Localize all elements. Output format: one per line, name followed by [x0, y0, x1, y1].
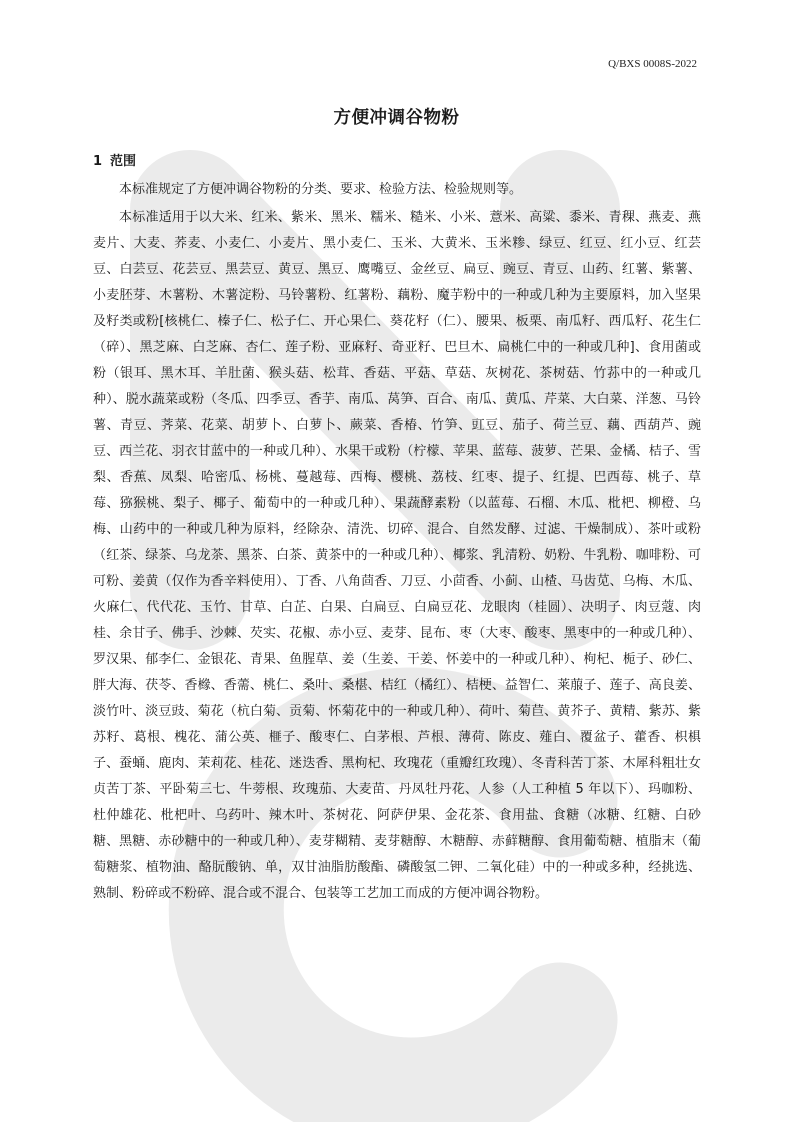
body-text: [93, 177, 701, 909]
section-number: 1: [93, 154, 103, 169]
standard-code: Q/BXS 0008S-2022: [608, 58, 697, 70]
paragraph-scope-summary: 本标准规定了方便冲调谷物粉的分类、要求、检验方法、检验规则等。: [119, 182, 523, 197]
paragraph-scope-applicability: 本标准适用于以大米、红米、紫米、黑米、糯米、糙米、小米、薏米、高粱、黍米、青稞、燕麦、燕麦片、大麦、荞麦、小麦仁、小麦片、黑小麦仁、玉米、大黄米、玉米糁、绿豆、红豆、红小豆、红芸豆、白芸豆、花芸豆、黑芸豆、黄豆、黑豆、鹰嘴豆、金丝豆、扁豆、豌豆、青豆、山药、红薯、紫薯、小麦胚芽、木薯粉、木薯淀粉、马铃薯粉、红薯粉、藕粉、魔芋粉中的一种或几种为主要原料，加入坚果及籽类或粉[核桃仁、榛子仁、松子仁、开心果仁、葵花籽（仁）、腰果、板栗、南瓜籽、西瓜籽、花生仁（碎）、黑芝麻、白芝麻、杏仁、莲子粉、亚麻籽、奇亚籽、巴旦木、扁桃仁中的一种或几种]、食用菌或粉（银耳、黑木耳、羊肚菌、猴头菇、松茸、香菇、平菇、草菇、灰树花、茶树菇、竹荪中的一种或几种）、脱水蔬菜或粉（冬瓜、四季豆、香芋、南瓜、莴笋、百合、南瓜、黄瓜、芹菜、大白菜、洋葱、马铃薯、青豆、荠菜、花菜、胡萝卜、白萝卜、蕨菜、香椿、竹笋、豇豆、茄子、荷兰豆、藕、西葫芦、豌豆、西兰花、羽衣甘蓝中的一种或几种）、水果干或粉（柠檬、苹果、蓝莓、菠萝、芒果、金橘、桔子、雪梨、香蕉、凤梨、哈密瓜、杨桃、蔓越莓、西梅、樱桃、荔枝、红枣、提子、红提、巴西莓、桃子、草莓、猕猴桃、梨子、椰子、葡萄中的一种或几种）、果蔬酵素粉（以蓝莓、石榴、木瓜、枇杷、柳橙、乌梅、山药中的一种或几种为原料，经除杂、清洗、切碎、混合、自然发酵、过滤、干燥制成）、茶叶或粉（红茶、绿茶、乌龙茶、黑茶、白茶、黄茶中的一种或几种）、椰浆、乳清粉、奶粉、牛乳粉、咖啡粉、可可粉、姜黄（仅作为香辛料使用）、丁香、八角茴香、刀豆、小茴香、小蓟、山楂、马齿苋、乌梅、木瓜、火麻仁、代代花、玉竹、甘草、白芷、白果、白扁豆、白扁豆花、龙眼肉（桂圆）、决明子、肉豆蔻、肉桂、余甘子、佛手、沙棘、芡实、花椒、赤小豆、麦芽、昆布、枣（大枣、酸枣、黑枣中的一种或几种）、罗汉果、郁李仁、金银花、青果、鱼腥草、姜（生姜、干姜、怀姜中的一种或几种）、枸杞、栀子、砂仁、胖大海、茯苓、香橼、香薷、桃仁、桑叶、桑椹、桔红（橘红）、桔梗、益智仁、莱菔子、莲子、高良姜、淡竹叶、淡豆豉、菊花（杭白菊、贡菊、怀菊花中的一种或几种）、荷叶、菊苣、黄芥子、黄精、紫苏、紫苏籽、葛根、槐花、蒲公英、榧子、酸枣仁、白茅根、芦根、薄荷、陈皮、薤白、覆盆子、藿香、枳椇子、蚕蛹、鹿肉、茉莉花、桂花、迷迭香、黑枸杞、玫瑰花（重瓣红玫瑰）、冬青科苦丁茶、木犀科粗壮女贞苦丁茶、平卧菊三七、牛蒡根、玫瑰茄、大麦苗、丹凤牡丹花、人参（人工种植 5 年以下）、玛咖粉、杜仲雄花、枇杷叶、乌药叶、辣木叶、茶树花、阿萨伊果、金花茶、食用盐、食糖（冰糖、红糖、白砂糖、黑糖、赤砂糖中的一种或几种）、麦芽糊精、麦芽糖醇、木糖醇、赤藓糖醇、食用葡萄糖、植脂末（葡萄糖浆、植物油、酪朊酸钠、单，双甘油脂肪酸酯、磷酸氢二钾、二氧化硅）中的一种或多种，经挑选、熟制、粉碎或不粉碎、混合或不混合、包装等工艺加工而成的方便冲调谷物粉。: [93, 210, 701, 901]
section-title: 范围: [110, 154, 137, 169]
document-title: 方便冲调谷物粉: [333, 108, 460, 128]
section-heading: [93, 150, 136, 169]
